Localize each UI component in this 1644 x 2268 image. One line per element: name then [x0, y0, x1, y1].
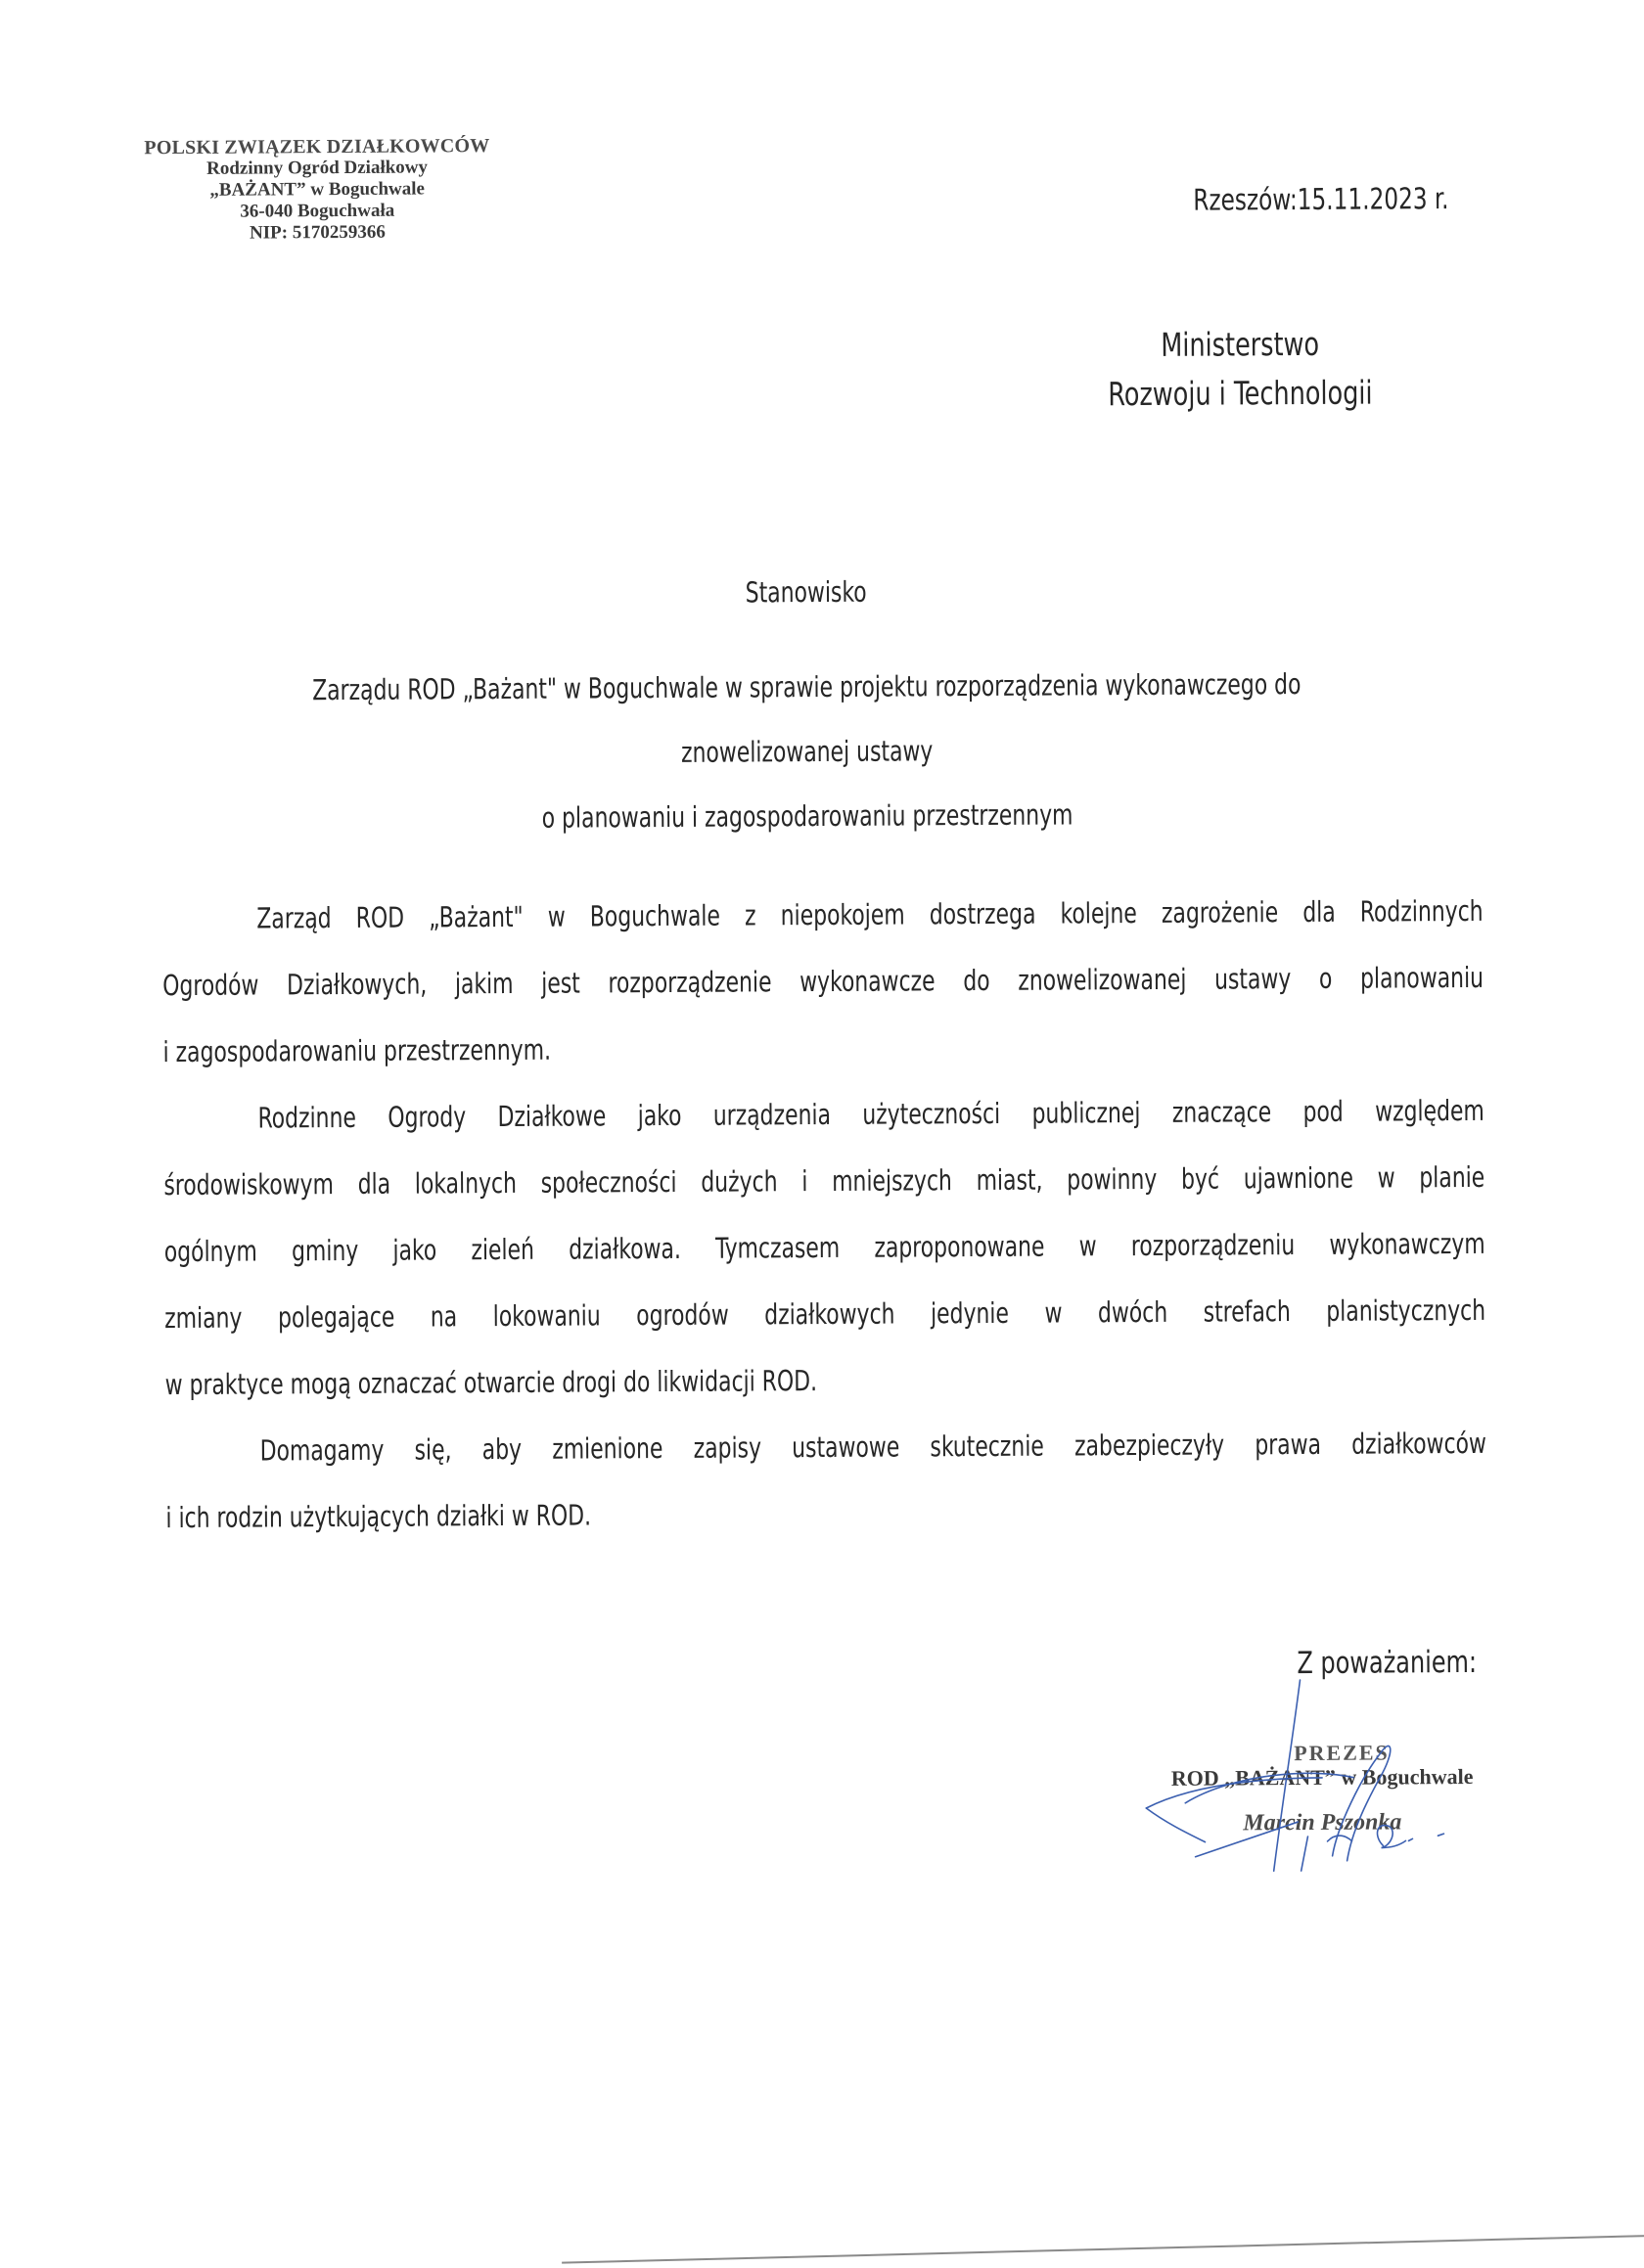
title-line-1: Zarządu ROD „Bażant" w Boguchwale w sprawie projektu rozporządzenia wykonawczego do — [312, 667, 1302, 707]
paragraph-1 — [162, 891, 1484, 1099]
stamp-line-address: 36-040 Boguchwała — [240, 200, 395, 222]
title-heading: Stanowisko — [745, 574, 867, 610]
organization-stamp — [126, 135, 509, 245]
paragraph-3 — [165, 1424, 1487, 1565]
addressee-line-1: Ministerstwo — [1161, 324, 1320, 364]
stamp-line-union: POLSKI ZWIĄZEK DZIAŁKOWCÓW — [144, 135, 490, 159]
paragraph-line: ogólnym gminy jako zieleń działkowa. Tymczasem zaproponowane w rozporządzeniu wykonawczym — [163, 1226, 1485, 1269]
paragraph-line: zmiany polegające na lokowaniu ogrodów działkowych jedynie w dwóch strefach planistycznych — [164, 1293, 1486, 1336]
signature-stroke — [1408, 1838, 1412, 1840]
title-line-2: znowelizowanej ustawy — [680, 734, 934, 769]
paragraph-line: środowiskowym dla lokalnych społeczności dużych i mniejszych miast, powinny być ujawnione w planie — [163, 1159, 1485, 1202]
paragraph-line: Rodzinne Ogrody Działkowe jako urządzenia użyteczności publicznej znaczące pod względem — [257, 1093, 1484, 1135]
paragraph-2 — [163, 1091, 1486, 1431]
signature-stamp — [1126, 1741, 1519, 1838]
paragraph-line: w praktyce mogą oznaczać otwarcie drogi do likwidacji ROD. — [164, 1364, 818, 1402]
stamp-organization: ROD „BAŻANT” w Boguchwale — [1170, 1763, 1474, 1791]
document-title — [151, 568, 1464, 865]
paragraph-line: i zagospodarowaniu przestrzennym. — [162, 1032, 552, 1069]
signature-stroke — [1301, 1837, 1307, 1871]
letter-body — [162, 891, 1487, 1565]
paragraph-line: Domagamy się, aby zmienione zapisy ustawowe skutecznie zabezpieczyły prawa działkowców — [259, 1426, 1487, 1468]
signatory-name: Marcin Pszonka — [1243, 1809, 1402, 1837]
paragraph-line: i ich rodzin użytkujących działki w ROD. — [165, 1498, 592, 1535]
title-line-3: o planowaniu i zagospodarowaniu przestrzennym — [541, 797, 1073, 835]
paragraph-line: Ogrodów Działkowych, jakim jest rozporządzenie wykonawcze do znowelizowanej ustawy o planowaniu — [162, 960, 1484, 1003]
stamp-title: PREZES — [1294, 1740, 1390, 1766]
stamp-line-name: „BAŻANT” w Boguchwale — [209, 178, 426, 201]
addressee — [990, 319, 1490, 420]
addressee-line-2: Rozwoju i Technologii — [1108, 373, 1373, 414]
stamp-line-garden: Rodzinny Ogród Działkowy — [206, 157, 429, 179]
stamp-line-nip: NIP: 5170259366 — [249, 221, 386, 244]
closing-salutation: Z poważaniem: — [1297, 1644, 1478, 1682]
place-date: Rzeszów:15.11.2023 r. — [1193, 182, 1449, 218]
paragraph-line: Zarząd ROD „Bażant" w Boguchwale z niepokojem dostrzega kolejne zagrożenie dla Rodzinnych — [256, 893, 1484, 935]
